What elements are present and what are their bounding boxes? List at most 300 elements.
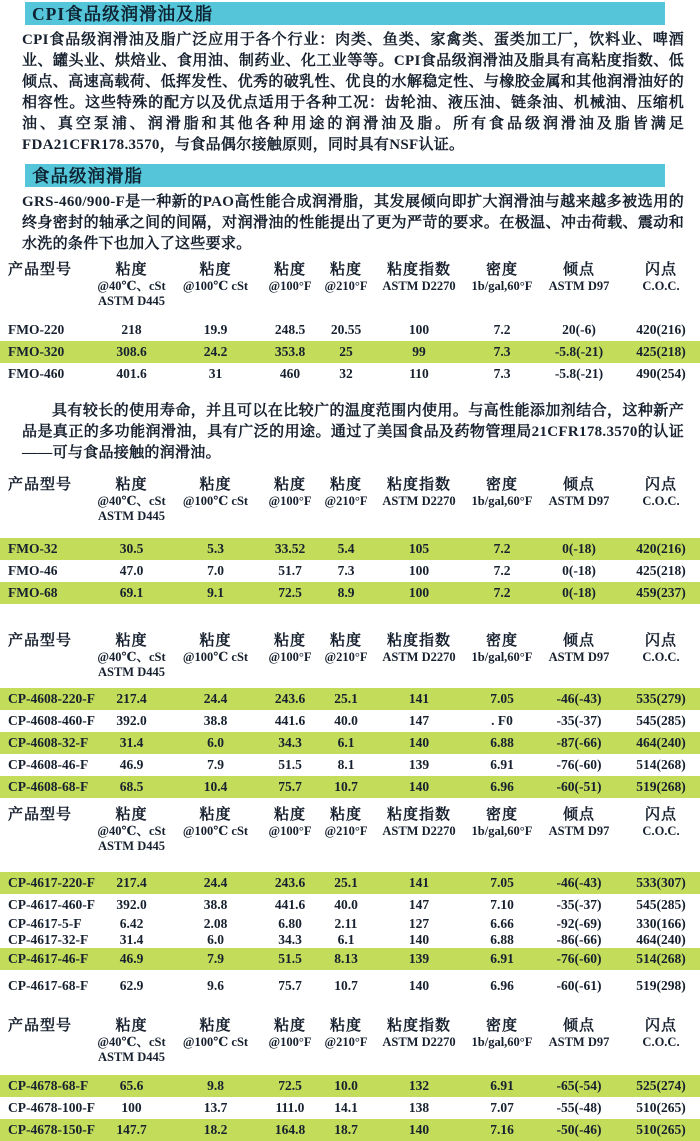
value-cell: 441.6 — [274, 897, 306, 912]
table-row — [0, 341, 700, 363]
value-cell: 20.55 — [330, 322, 362, 337]
table-body — [0, 538, 700, 604]
column-header-line: @210°F — [324, 1035, 368, 1049]
product-model-cell: CP-4608-460-F — [8, 713, 95, 728]
value-cell: 7.2 — [493, 322, 511, 337]
value-cell: 7.2 — [493, 585, 511, 600]
column-header-line: 倾点 — [562, 477, 595, 493]
value-cell: 139 — [408, 951, 430, 966]
product-table-4 — [0, 806, 700, 997]
column-header-line: ASTM D445 — [97, 509, 166, 523]
column-header-line: 粘度指数 — [386, 262, 451, 278]
value-cell: 51.5 — [278, 757, 302, 772]
value-cell: 24.2 — [203, 344, 228, 359]
column-header-line: ASTM D445 — [97, 1050, 166, 1064]
column-header-line: 密度 — [485, 477, 518, 493]
column-header-line: 粘度 — [329, 262, 362, 278]
value-cell: 2.11 — [334, 916, 358, 931]
section-title-bar-oils — [25, 2, 665, 25]
column-header-line: 粘度指数 — [386, 633, 451, 649]
column-header — [468, 476, 536, 509]
table-row — [0, 975, 700, 997]
value-cell: 13.7 — [203, 1100, 228, 1115]
value-cell: 330(166) — [636, 916, 686, 931]
column-header — [173, 806, 258, 839]
value-cell: 459(237) — [636, 585, 686, 600]
value-cell: 353.8 — [274, 344, 306, 359]
value-cell: 147 — [408, 713, 430, 728]
column-header-line: @210°F — [324, 279, 368, 293]
value-cell: 8.1 — [337, 757, 355, 772]
intro-paragraph-oils: CPI食品级润滑油及脂广泛应用于各个行业：肉类、鱼类、家禽类、蛋类加工厂，饮料业、啤酒业、罐头业、烘焙业、食用油、制药业、化工业等等。CPI食品级润滑油及脂具有高粘度指数、低倾点、高速高载荷、低挥发性、优秀的破乳性、优良的水解稳定性、与橡胶金属和其他润滑油好的相容性。这些特殊的配方以及优点适用于各种工况：齿轮油、液压油、链条油、机械油、压缩机油、真空泵浦、润滑脂和其他各种用途的润滑油及脂。所有食品级润滑油及脂皆满足FDA21CFR178.3570，与食品偶尔接触原则，同时具有NSF认证。 — [22, 32, 684, 153]
value-cell: 2.08 — [203, 916, 228, 931]
column-header-line: 粘度 — [199, 262, 232, 278]
value-cell: 7.2 — [493, 563, 511, 578]
column-header-line: @100℃ cSt — [182, 279, 249, 293]
value-cell: 72.5 — [278, 585, 302, 600]
value-cell: 217.4 — [116, 691, 147, 706]
column-header-line: 倾点 — [562, 262, 595, 278]
column-header — [258, 1017, 322, 1050]
table-body — [0, 872, 700, 997]
value-cell: 68.5 — [119, 779, 144, 794]
table-header — [0, 1017, 700, 1065]
column-header-line: 粘度 — [115, 262, 148, 278]
column-header-line: ASTM D2270 — [382, 1035, 456, 1049]
value-cell: 401.6 — [116, 366, 147, 381]
column-header — [258, 632, 322, 665]
column-header-line: @100°F — [268, 279, 312, 293]
value-cell: 545(285) — [636, 713, 686, 728]
value-cell: -65(-54) — [556, 1078, 602, 1093]
value-cell: 147.7 — [116, 1122, 147, 1137]
column-header-line: ASTM D2270 — [382, 279, 456, 293]
column-header — [468, 806, 536, 839]
column-header-line: 闪点 — [644, 477, 677, 493]
column-header — [90, 632, 173, 680]
value-cell: 140 — [408, 932, 430, 947]
column-header-line: @100°F — [268, 650, 312, 664]
table-row — [0, 538, 700, 560]
table-row — [0, 1075, 700, 1097]
value-cell: 38.8 — [203, 897, 228, 912]
value-cell: 65.6 — [119, 1078, 144, 1093]
column-header — [536, 261, 622, 294]
value-cell: 40.0 — [334, 713, 358, 728]
column-header-line: C.O.C. — [642, 279, 680, 293]
value-cell: 6.96 — [490, 779, 514, 794]
column-header — [90, 476, 173, 524]
value-cell: 6.1 — [337, 932, 355, 947]
column-header-line: 1b/gal,60°F — [471, 494, 533, 508]
column-header-line: @210°F — [324, 650, 368, 664]
section-title-bar-grease — [25, 164, 665, 187]
value-cell: 7.3 — [493, 366, 511, 381]
value-cell: 7.2 — [493, 541, 511, 556]
column-header-line: 粘度 — [273, 1018, 306, 1034]
value-cell: -5.8(-21) — [554, 366, 604, 381]
column-header-line: 粘度 — [273, 262, 306, 278]
value-cell: 420(216) — [636, 541, 686, 556]
column-header-line: 产品型号 — [8, 633, 73, 649]
table-row — [0, 710, 700, 732]
value-cell: 6.88 — [490, 735, 514, 750]
column-header-line: ASTM D97 — [548, 1035, 610, 1049]
value-cell: 100 — [408, 563, 430, 578]
product-model-cell: CP-4617-68-F — [8, 978, 89, 993]
column-header-line: @40℃、cSt — [97, 494, 166, 508]
column-header-line: 粘度 — [329, 1018, 362, 1034]
value-cell: 533(307) — [636, 875, 686, 890]
table-row — [0, 1097, 700, 1119]
column-header-line: 粘度 — [329, 807, 362, 823]
column-header-line: 产品型号 — [8, 477, 73, 493]
column-header — [370, 806, 468, 839]
column-header-line: C.O.C. — [642, 824, 680, 838]
column-header — [468, 1017, 536, 1050]
column-header-line: 闪点 — [644, 262, 677, 278]
product-table-1 — [0, 261, 700, 385]
table-row — [0, 688, 700, 710]
product-model-cell: CP-4608-68-F — [8, 779, 89, 794]
value-cell: 25 — [339, 344, 353, 359]
value-cell: 6.0 — [207, 735, 224, 750]
column-header — [536, 632, 622, 665]
value-cell: 100 — [408, 585, 430, 600]
value-cell: 525(274) — [636, 1078, 686, 1093]
value-cell: 14.1 — [334, 1100, 358, 1115]
column-header-line: C.O.C. — [642, 494, 680, 508]
value-cell: 140 — [408, 1122, 430, 1137]
value-cell: 100 — [121, 1100, 142, 1115]
table-row — [0, 319, 700, 341]
column-header-line: @40℃、cSt — [97, 824, 166, 838]
table-header — [0, 476, 700, 524]
value-cell: 51.5 — [278, 951, 302, 966]
value-cell: 140 — [408, 779, 430, 794]
column-header-line: C.O.C. — [642, 1035, 680, 1049]
table-row — [0, 776, 700, 798]
value-cell: -46(-43) — [556, 875, 602, 890]
column-header-line: ASTM D2270 — [382, 824, 456, 838]
value-cell: 7.3 — [337, 563, 355, 578]
column-header-line: 产品型号 — [8, 1018, 73, 1034]
value-cell: 141 — [408, 875, 430, 890]
column-header-line: @40℃、cSt — [97, 1035, 166, 1049]
value-cell: 18.7 — [334, 1122, 358, 1137]
column-header — [0, 806, 90, 824]
product-model-cell: CP-4678-100-F — [8, 1100, 95, 1115]
column-header — [173, 476, 258, 509]
value-cell: 460 — [279, 366, 301, 381]
product-model-cell: CP-4617-32-F — [8, 932, 89, 947]
column-header-line: @100℃ cSt — [182, 494, 249, 508]
product-model-cell: FMO-460 — [8, 366, 65, 381]
column-header-line: ASTM D2270 — [382, 650, 456, 664]
column-header-line: 粘度 — [273, 477, 306, 493]
value-cell: 7.3 — [493, 344, 511, 359]
column-header-line: 闪点 — [644, 807, 677, 823]
value-cell: 7.0 — [207, 563, 224, 578]
value-cell: 24.4 — [203, 691, 228, 706]
product-model-cell: FMO-32 — [8, 541, 58, 556]
value-cell: 7.05 — [490, 875, 514, 890]
value-cell: 6.0 — [207, 932, 224, 947]
value-cell: 105 — [408, 541, 430, 556]
value-cell: 490(254) — [636, 366, 686, 381]
column-header-line: 密度 — [485, 807, 518, 823]
table-row — [0, 872, 700, 894]
value-cell: 217.4 — [116, 875, 147, 890]
product-model-cell: CP-4617-460-F — [8, 897, 95, 912]
column-header-line: ASTM D97 — [548, 824, 610, 838]
value-cell: 464(240) — [636, 932, 686, 947]
value-cell: 6.96 — [490, 978, 514, 993]
table-header — [0, 806, 700, 854]
column-header-line: 粘度 — [115, 1018, 148, 1034]
value-cell: 514(268) — [636, 757, 686, 772]
column-header-line: 粘度 — [273, 807, 306, 823]
column-header — [173, 1017, 258, 1050]
column-header — [622, 1017, 700, 1050]
value-cell: 127 — [408, 916, 430, 931]
value-cell: 6.1 — [337, 735, 355, 750]
value-cell: 33.52 — [274, 541, 306, 556]
product-model-cell: FMO-220 — [8, 322, 65, 337]
value-cell: 40.0 — [334, 897, 358, 912]
value-cell: 10.0 — [334, 1078, 358, 1093]
value-cell: 7.05 — [490, 691, 514, 706]
column-header — [370, 261, 468, 294]
product-table-5 — [0, 1017, 700, 1141]
value-cell: 243.6 — [274, 875, 306, 890]
value-cell: 20(-6) — [562, 322, 596, 337]
column-header-line: 密度 — [485, 262, 518, 278]
table-header — [0, 261, 700, 309]
value-cell: 69.1 — [119, 585, 144, 600]
value-cell: 46.9 — [119, 951, 144, 966]
table-row — [0, 932, 700, 948]
column-header — [0, 261, 90, 279]
value-cell: 6.88 — [490, 932, 514, 947]
value-cell: 420(216) — [636, 322, 686, 337]
value-cell: 75.7 — [278, 978, 302, 993]
column-header-line: 闪点 — [644, 633, 677, 649]
column-header — [322, 806, 370, 839]
column-header — [90, 1017, 173, 1065]
column-header — [258, 261, 322, 294]
column-header-line: 倾点 — [562, 1018, 595, 1034]
product-model-cell: FMO-68 — [8, 585, 58, 600]
value-cell: -76(-60) — [556, 757, 602, 772]
column-header-line: 产品型号 — [8, 807, 73, 823]
value-cell: 31.4 — [119, 735, 144, 750]
product-model-cell: CP-4608-220-F — [8, 691, 95, 706]
column-header-line: @40℃、cSt — [97, 650, 166, 664]
value-cell: 34.3 — [278, 932, 302, 947]
value-cell: 0(-18) — [562, 585, 596, 600]
value-cell: -92(-69) — [556, 916, 602, 931]
column-header-line: 倾点 — [562, 807, 595, 823]
value-cell: 10.7 — [334, 978, 358, 993]
value-cell: 6.80 — [278, 916, 302, 931]
column-header-line: 密度 — [485, 1018, 518, 1034]
column-header-line: 粘度 — [329, 477, 362, 493]
value-cell: 6.91 — [490, 1078, 514, 1093]
value-cell: 100 — [408, 322, 430, 337]
value-cell: 10.4 — [203, 779, 228, 794]
column-header-line: ASTM D445 — [97, 665, 166, 679]
column-header-line: @100℃ cSt — [182, 1035, 249, 1049]
column-header-line: @100°F — [268, 494, 312, 508]
column-header-line: 粘度指数 — [386, 1018, 451, 1034]
value-cell: 139 — [408, 757, 430, 772]
column-header-line: @210°F — [324, 824, 368, 838]
value-cell: 545(285) — [636, 897, 686, 912]
column-header-line: @100℃ cSt — [182, 824, 249, 838]
column-header — [622, 806, 700, 839]
value-cell: 46.9 — [119, 757, 144, 772]
column-header — [90, 261, 173, 309]
table-row — [0, 894, 700, 916]
value-cell: 10.7 — [334, 779, 358, 794]
column-header-line: 1b/gal,60°F — [471, 650, 533, 664]
value-cell: 6.91 — [490, 951, 514, 966]
value-cell: 5.3 — [207, 541, 224, 556]
value-cell: -60(-61) — [556, 978, 602, 993]
column-header — [0, 632, 90, 650]
value-cell: 9.1 — [207, 585, 224, 600]
column-header-line: 1b/gal,60°F — [471, 1035, 533, 1049]
value-cell: -46(-43) — [556, 691, 602, 706]
value-cell: -50(-46) — [556, 1122, 602, 1137]
value-cell: 25.1 — [334, 875, 358, 890]
value-cell: 308.6 — [116, 344, 147, 359]
product-model-cell: CP-4608-46-F — [8, 757, 89, 772]
column-header — [173, 261, 258, 294]
product-model-cell: CP-4617-220-F — [8, 875, 95, 890]
column-header-line: 粘度 — [115, 807, 148, 823]
table-row — [0, 948, 700, 970]
value-cell: -55(-48) — [556, 1100, 602, 1115]
column-header-line: ASTM D97 — [548, 650, 610, 664]
value-cell: 425(218) — [636, 563, 686, 578]
product-model-cell: CP-4617-5-F — [8, 916, 82, 931]
value-cell: 51.7 — [278, 563, 302, 578]
value-cell: 99 — [412, 344, 426, 359]
table-row — [0, 363, 700, 385]
value-cell: 140 — [408, 735, 430, 750]
column-header-line: 产品型号 — [8, 262, 73, 278]
value-cell: 0(-18) — [562, 541, 596, 556]
value-cell: 218 — [121, 322, 142, 337]
value-cell: 6.42 — [119, 916, 144, 931]
value-cell: 425(218) — [636, 344, 686, 359]
value-cell: 62.9 — [119, 978, 144, 993]
column-header — [322, 261, 370, 294]
column-header-line: 粘度 — [273, 633, 306, 649]
column-header — [258, 806, 322, 839]
value-cell: 140 — [408, 978, 430, 993]
value-cell: -5.8(-21) — [554, 344, 604, 359]
column-header — [0, 1017, 90, 1035]
column-header-line: 粘度 — [199, 807, 232, 823]
value-cell: 392.0 — [116, 897, 147, 912]
column-header-line: 粘度指数 — [386, 477, 451, 493]
table-body — [0, 1075, 700, 1141]
column-header — [536, 806, 622, 839]
value-cell: 141 — [408, 691, 430, 706]
table-row — [0, 916, 700, 932]
value-cell: 111.0 — [275, 1100, 305, 1115]
value-cell: 464(240) — [636, 735, 686, 750]
intro-paragraph-grease: GRS-460/900-F是一种新的PAO高性能合成润滑脂，其发展倾向即扩大润滑油与越来越多被选用的终身密封的轴承之间的间隔，对润滑油的性能提出了更为严苛的要求。在极温、冲击荷载、震动和水洗的条件下也加入了这些要求。 — [22, 194, 684, 252]
table-row — [0, 732, 700, 754]
column-header-line: @100°F — [268, 1035, 312, 1049]
column-header-line: 闪点 — [644, 1018, 677, 1034]
column-header-line: 粘度 — [115, 633, 148, 649]
value-cell: 25.1 — [334, 691, 358, 706]
value-cell: 510(265) — [636, 1122, 686, 1137]
value-cell: 7.9 — [207, 757, 224, 772]
tables — [0, 261, 700, 1141]
value-cell: 8.9 — [337, 585, 355, 600]
product-table-3 — [0, 632, 700, 798]
product-model-cell: CP-4617-46-F — [8, 951, 89, 966]
value-cell: 19.9 — [203, 322, 228, 337]
value-cell: 519(268) — [636, 779, 686, 794]
value-cell: 34.3 — [278, 735, 302, 750]
column-header-line: 粘度 — [199, 477, 232, 493]
value-cell: 248.5 — [274, 322, 306, 337]
column-header — [622, 476, 700, 509]
value-cell: 31 — [208, 366, 223, 381]
value-cell: 18.2 — [203, 1122, 228, 1137]
value-cell: 38.8 — [203, 713, 228, 728]
column-header — [370, 632, 468, 665]
column-header-line: 粘度指数 — [386, 807, 451, 823]
column-header — [370, 476, 468, 509]
value-cell: -35(-37) — [556, 713, 602, 728]
value-cell: 24.4 — [203, 875, 228, 890]
value-cell: 535(279) — [636, 691, 686, 706]
value-cell: 441.6 — [274, 713, 306, 728]
value-cell: -76(-60) — [556, 951, 602, 966]
value-cell: . F0 — [491, 713, 513, 728]
column-header-line: ASTM D445 — [97, 294, 166, 308]
column-header — [536, 476, 622, 509]
value-cell: 7.07 — [490, 1100, 514, 1115]
column-header-line: 密度 — [485, 633, 518, 649]
column-header-line: 粘度 — [115, 477, 148, 493]
value-cell: -87(-66) — [556, 735, 602, 750]
column-header — [322, 632, 370, 665]
column-header-line: ASTM D97 — [548, 279, 610, 293]
value-cell: 5.4 — [337, 541, 355, 556]
column-header — [468, 632, 536, 665]
value-cell: 32 — [339, 366, 353, 381]
table-body — [0, 319, 700, 385]
value-cell: 147 — [408, 897, 430, 912]
value-cell: 243.6 — [274, 691, 306, 706]
column-header-line: 1b/gal,60°F — [471, 824, 533, 838]
column-header-line: ASTM D445 — [97, 839, 166, 853]
column-header-line: 粘度 — [199, 633, 232, 649]
product-table-2 — [0, 476, 700, 604]
value-cell: 6.66 — [490, 916, 514, 931]
column-header — [468, 261, 536, 294]
value-cell: -60(-51) — [556, 779, 602, 794]
